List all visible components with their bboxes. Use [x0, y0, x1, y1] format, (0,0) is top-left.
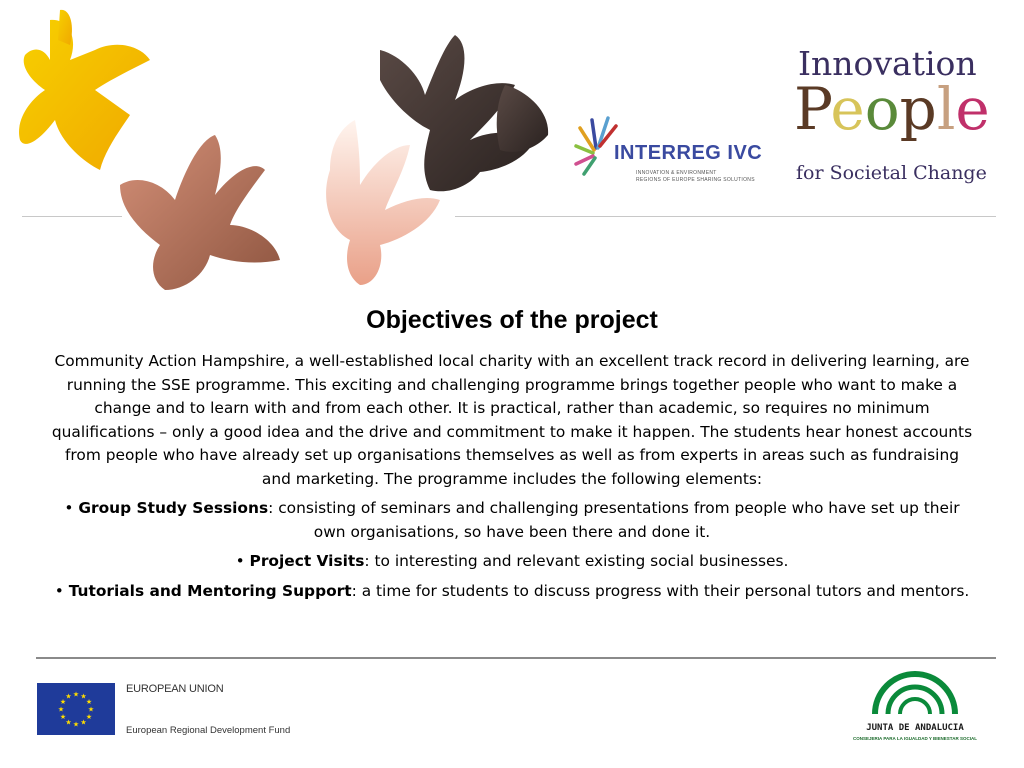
interreg-tagline-2: REGIONS OF EUROPE SHARING SOLUTIONS: [636, 177, 755, 183]
eu-star: ★: [80, 719, 87, 727]
junta-arcs-icon: [870, 670, 960, 718]
bullet-marker: •: [235, 552, 245, 570]
eu-star: ★: [80, 693, 87, 701]
bullet-group-study: [50, 497, 974, 544]
ip-logo-bottom-text: for Societal Change: [796, 162, 987, 184]
junta-subtitle: CONSEJERIA PARA LA IGUALDAD Y BIENESTAR SOCIAL: [853, 736, 977, 741]
hands-illustration: [0, 0, 600, 300]
interreg-title: INTERREG IVC: [614, 142, 763, 164]
eu-star: ★: [72, 721, 80, 729]
slide-title: Objectives of the project: [366, 306, 658, 334]
innovation-people-logo: [790, 44, 1005, 194]
eu-star: ★: [59, 714, 67, 721]
eu-star: ★: [65, 693, 72, 701]
eu-subtitle: European Regional Development Fund: [126, 725, 291, 736]
bullet-marker: •: [64, 499, 74, 517]
bullet-term: Group Study Sessions: [78, 499, 269, 517]
header-divider-left: [22, 216, 122, 217]
bullet-text: : consisting of seminars and challenging presentations from people who have set up their own organisations, so have been there and done it.: [268, 499, 960, 541]
interreg-logo: [574, 108, 774, 188]
junta-name: JUNTA DE ANDALUCIA: [866, 723, 964, 733]
slide-body: [50, 350, 974, 609]
junta-andalucia-logo: [840, 668, 990, 748]
ip-letter: e: [830, 75, 865, 143]
eu-flag-icon: [37, 683, 115, 735]
eu-star: ★: [57, 706, 65, 714]
eu-star: ★: [72, 691, 80, 699]
header-divider-right: [455, 216, 996, 217]
footer-divider: [36, 657, 996, 659]
eu-title: EUROPEAN UNION: [126, 683, 224, 695]
yellow-hand: [19, 10, 150, 170]
ip-letter: P: [794, 75, 831, 143]
bullet-project-visits: [50, 550, 974, 574]
bullet-text: : to interesting and relevant existing social businesses.: [364, 552, 789, 570]
bullet-term: Tutorials and Mentoring Support: [68, 581, 352, 600]
intro-paragraph: Community Action Hampshire, a well-established local charity with an excellent track record in delivering learning, are running the SSE programme. This exciting and challenging programme brings together people who want to make a change and to learn with and from each other. It is practical, rather than academic, so requires no minimum qualifications – only a good idea and the drive and commitment to make it happen. The students hear honest accounts from people who have already set up organisations themselves as well as from experts in areas such as fundraising and marketing. The programme includes the following elements:: [51, 352, 973, 488]
dark-hand: [380, 35, 548, 191]
eu-star: ★: [65, 719, 72, 727]
eu-star: ★: [59, 699, 67, 706]
eu-star: ★: [85, 714, 93, 721]
eu-star: ★: [85, 699, 93, 706]
ip-letter: l: [936, 75, 956, 143]
eu-star: ★: [87, 706, 95, 714]
brown-hand: [120, 135, 280, 290]
interreg-rays-icon: [574, 108, 618, 180]
peach-hand: [326, 120, 440, 285]
ip-letter: o: [864, 75, 900, 143]
ip-logo-top-text: Innovation: [798, 44, 977, 83]
bullet-term: Project Visits: [249, 552, 365, 570]
bullet-text: : a time for students to discuss progress with their personal tutors and mentors.: [351, 581, 970, 600]
bullet-marker: •: [54, 581, 64, 600]
interreg-tagline-1: INNOVATION & ENVIRONMENT: [636, 170, 717, 176]
ip-letter: p: [899, 75, 937, 143]
bullet-tutorials: [50, 580, 974, 604]
ip-logo-people-text: [794, 75, 990, 143]
ip-letter: e: [955, 75, 990, 143]
